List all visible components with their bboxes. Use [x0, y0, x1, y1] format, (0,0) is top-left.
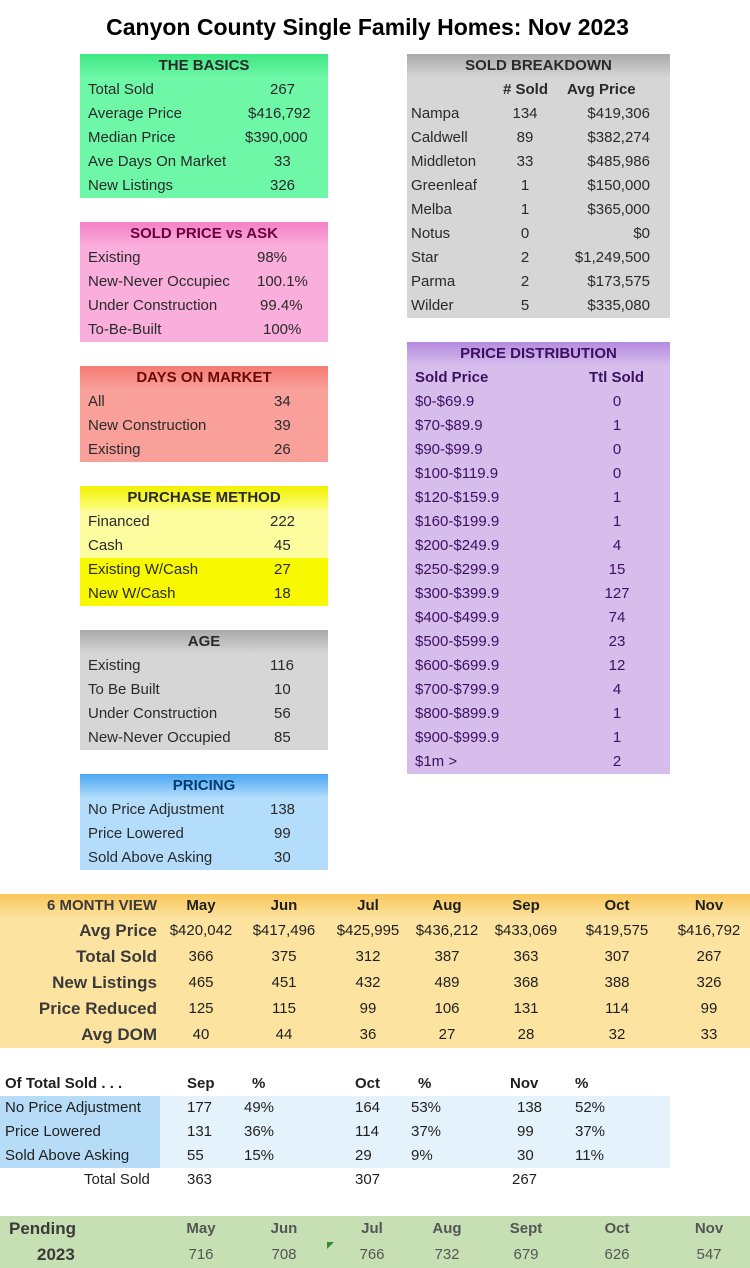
city-avg-price: $382,274	[587, 129, 650, 146]
total-sold-value: 307	[355, 1171, 381, 1188]
sold-vs-ask-panel	[80, 222, 328, 342]
six-month-row-label: New Listings	[52, 973, 157, 992]
month-header: Jun	[270, 897, 298, 914]
month-header: Sep	[512, 897, 540, 914]
price-range-count: 23	[608, 633, 626, 650]
ots-col: Oct	[355, 1075, 381, 1092]
of-total-sold-value: 164	[355, 1099, 381, 1116]
city-name: Melba	[411, 201, 452, 218]
six-month-value: 267	[696, 948, 722, 965]
price-range: $400-$499.9	[415, 609, 500, 626]
city-avg-price: $173,575	[587, 273, 650, 290]
pending-month: Jun	[270, 1220, 298, 1237]
six-month-value: 32	[608, 1026, 626, 1043]
price-range-count: 0	[612, 393, 622, 410]
ots-col: %	[252, 1075, 266, 1092]
age-row	[80, 654, 328, 678]
sold-vs-ask-value: 100%	[263, 321, 302, 338]
six-month-value: 125	[188, 1000, 214, 1017]
of-total-sold-value: 11%	[575, 1147, 604, 1164]
basics-label: Average Price	[88, 105, 182, 122]
six-month-row	[0, 944, 750, 970]
city-name: Notus	[411, 225, 451, 242]
city-avg-price: $335,080	[587, 297, 650, 314]
city-name: Wilder	[411, 297, 454, 314]
sold-breakdown-row	[407, 270, 670, 294]
pricing-label: Price Lowered	[88, 825, 184, 842]
sold-vs-ask-row	[80, 270, 328, 294]
price-distribution-row	[407, 606, 670, 630]
dom-row	[80, 390, 328, 414]
purchase-value: 18	[274, 585, 291, 602]
ots-col: Nov	[510, 1075, 539, 1092]
of-total-sold-value: 37%	[575, 1123, 606, 1140]
basics-row	[80, 102, 328, 126]
price-range-count: 15	[608, 561, 626, 578]
city-sold-count: 5	[520, 297, 530, 314]
city-sold-count: 1	[520, 177, 530, 194]
of-total-sold-value: 99	[517, 1123, 534, 1140]
six-month-header-row	[0, 894, 750, 918]
city-name: Parma	[411, 273, 456, 290]
city-name: Greenleaf	[411, 177, 477, 194]
of-total-sold-row-label: No Price Adjustment	[0, 1096, 160, 1120]
city-avg-price: $1,249,500	[574, 249, 650, 266]
of-total-sold-value: 55	[187, 1147, 204, 1164]
six-month-value: 388	[604, 974, 630, 991]
pricing-label: Sold Above Asking	[88, 849, 213, 866]
six-month-value: $425,995	[336, 922, 400, 939]
six-month-row-label: Total Sold	[76, 947, 157, 966]
pending-value: 716	[188, 1246, 214, 1263]
purchase-row	[80, 558, 328, 582]
city-sold-count: 0	[520, 225, 530, 242]
of-total-sold-row-label: Price Lowered	[0, 1120, 160, 1144]
sold-vs-ask-value: 100.1%	[257, 273, 308, 290]
purchase-label: Existing W/Cash	[88, 561, 199, 578]
price-distribution-row	[407, 750, 670, 774]
basics-row	[80, 174, 328, 198]
pending-month: May	[186, 1220, 216, 1237]
month-header: Jul	[357, 897, 379, 914]
age-row	[80, 678, 328, 702]
basics-value: 326	[270, 177, 296, 194]
of-total-sold-value: 114	[355, 1123, 379, 1140]
price-range: $200-$249.9	[415, 537, 500, 554]
basics-label: Ave Days On Market	[88, 153, 227, 170]
city-sold-count: 1	[520, 201, 530, 218]
of-total-sold-value: 177	[187, 1099, 213, 1116]
of-total-sold-value: 52%	[575, 1099, 606, 1116]
days-on-market-panel	[80, 366, 328, 462]
price-distribution-row	[407, 438, 670, 462]
of-total-sold-value: 15%	[244, 1147, 275, 1164]
age-value: 85	[274, 729, 291, 746]
purchase-value: 27	[274, 561, 291, 578]
six-month-value: 106	[434, 1000, 460, 1017]
days-on-market-header: DAYS ON MARKET	[80, 366, 328, 390]
price-range: $300-$399.9	[415, 585, 500, 602]
price-distribution-col-headers	[407, 366, 670, 390]
six-month-value: 387	[434, 948, 460, 965]
city-avg-price: $0	[633, 225, 650, 242]
city-name: Star	[411, 249, 439, 266]
dom-value: 34	[274, 393, 291, 410]
purchase-row	[80, 582, 328, 606]
total-sold-label: Total Sold	[84, 1171, 150, 1188]
six-month-row	[0, 918, 750, 944]
of-total-sold-value: 30	[517, 1147, 534, 1164]
six-month-value: 326	[696, 974, 722, 991]
purchase-label: Cash	[88, 537, 124, 554]
price-distribution-header: PRICE DISTRIBUTION	[407, 342, 670, 366]
price-range-count: 12	[608, 657, 626, 674]
six-month-value: 307	[604, 948, 630, 965]
sold-breakdown-row	[407, 198, 670, 222]
purchase-value: 222	[270, 513, 296, 530]
price-range-count: 1	[612, 729, 622, 746]
sold-breakdown-header: SOLD BREAKDOWN	[407, 54, 670, 78]
dom-row	[80, 414, 328, 438]
age-value: 10	[274, 681, 291, 698]
pricing-value: 138	[270, 801, 296, 818]
sold-breakdown-row	[407, 246, 670, 270]
purchase-label: Financed	[88, 513, 150, 530]
basics-label: Median Price	[88, 129, 176, 146]
month-header: Aug	[432, 897, 462, 914]
dom-label: New Construction	[88, 417, 207, 434]
of-total-sold-value: 36%	[244, 1123, 275, 1140]
of-total-sold-value: 138	[517, 1099, 543, 1116]
of-total-sold-row-label: Sold Above Asking	[0, 1144, 160, 1168]
price-range-count: 2	[612, 753, 622, 770]
six-month-value: 36	[359, 1026, 377, 1043]
pending-value: 547	[696, 1246, 722, 1263]
six-month-row-label: Avg DOM	[81, 1025, 157, 1044]
of-total-sold-row	[0, 1096, 670, 1120]
pending-month: Aug	[432, 1220, 462, 1237]
price-distribution-row	[407, 558, 670, 582]
price-distribution-panel	[407, 342, 670, 774]
col-header-sold-price: Sold Price	[415, 369, 489, 386]
age-row	[80, 702, 328, 726]
price-range: $700-$799.9	[415, 681, 500, 698]
pending-value: 766	[359, 1246, 385, 1263]
city-sold-count: 2	[520, 273, 530, 290]
price-distribution-row	[407, 630, 670, 654]
price-range-count: 1	[612, 513, 622, 530]
age-value: 116	[270, 657, 294, 674]
age-label: Under Construction	[88, 705, 218, 722]
sold-vs-ask-header: SOLD PRICE vs ASK	[80, 222, 328, 246]
purchase-label: New W/Cash	[88, 585, 176, 602]
sold-breakdown-row	[407, 294, 670, 318]
six-month-header: 6 MONTH VIEW	[46, 897, 157, 914]
pending-year: 2023	[37, 1245, 75, 1264]
price-range: $250-$299.9	[415, 561, 500, 578]
of-total-sold-table	[0, 1072, 670, 1192]
sold-vs-ask-label: New-Never Occupiec	[88, 273, 230, 290]
city-name: Middleton	[411, 153, 477, 170]
month-header: Oct	[604, 897, 630, 914]
city-name: Nampa	[411, 105, 460, 122]
pricing-value: 30	[274, 849, 291, 866]
price-range-count: 1	[612, 489, 622, 506]
price-range-count: 4	[612, 681, 622, 698]
col-header-sold: # Sold	[503, 81, 549, 98]
six-month-value: 131	[513, 1000, 539, 1017]
of-total-sold-header-row	[0, 1072, 670, 1096]
six-month-value: $420,042	[169, 922, 233, 939]
pending-value: 626	[604, 1246, 630, 1263]
price-distribution-row	[407, 726, 670, 750]
six-month-value: 99	[359, 1000, 377, 1017]
sold-vs-ask-row	[80, 318, 328, 342]
six-month-value: $436,212	[415, 922, 479, 939]
six-month-row	[0, 996, 750, 1022]
price-distribution-row	[407, 462, 670, 486]
price-range-count: 127	[604, 585, 630, 602]
sold-vs-ask-row	[80, 294, 328, 318]
month-header: Nov	[694, 897, 724, 914]
basics-panel	[80, 54, 328, 198]
pricing-row	[80, 822, 328, 846]
dom-value: 26	[274, 441, 291, 458]
city-sold-count: 134	[512, 105, 538, 122]
price-distribution-row	[407, 390, 670, 414]
purchase-row	[80, 510, 328, 534]
price-distribution-row	[407, 534, 670, 558]
price-range-count: 0	[612, 441, 622, 458]
sold-vs-ask-label: Under Construction	[88, 297, 218, 314]
six-month-value: 363	[513, 948, 539, 965]
of-total-sold-value: 131	[187, 1123, 213, 1140]
of-total-sold-header: Of Total Sold . . .	[5, 1075, 123, 1092]
ots-col: %	[575, 1075, 589, 1092]
pricing-row	[80, 798, 328, 822]
of-total-sold-value: 9%	[411, 1147, 433, 1164]
price-distribution-row	[407, 702, 670, 726]
six-month-value: 28	[517, 1026, 535, 1043]
age-label: Existing	[88, 657, 141, 674]
price-range: $600-$699.9	[415, 657, 500, 674]
price-range: $900-$999.9	[415, 729, 500, 746]
pending-label: Pending	[9, 1219, 77, 1238]
six-month-value: 40	[192, 1026, 210, 1043]
six-month-value: 432	[355, 974, 381, 991]
of-total-sold-value: 37%	[411, 1123, 442, 1140]
basics-row	[80, 150, 328, 174]
six-month-value: 451	[271, 974, 297, 991]
basics-row	[80, 126, 328, 150]
basics-label: New Listings	[88, 177, 174, 194]
city-avg-price: $485,986	[587, 153, 650, 170]
six-month-value: 33	[700, 1026, 718, 1043]
month-header: May	[186, 897, 216, 914]
price-distribution-row	[407, 486, 670, 510]
sold-vs-ask-label: To-Be-Built	[88, 321, 162, 338]
price-range: $0-$69.9	[415, 393, 475, 410]
sold-breakdown-col-headers	[407, 78, 670, 102]
six-month-value: 375	[271, 948, 297, 965]
sold-breakdown-row	[407, 174, 670, 198]
age-row	[80, 726, 328, 750]
price-range: $160-$199.9	[415, 513, 500, 530]
price-range: $500-$599.9	[415, 633, 500, 650]
six-month-row	[0, 1022, 750, 1048]
price-range: $100-$119.9	[415, 465, 499, 482]
purchase-value: 45	[274, 537, 291, 554]
six-month-value: 115	[272, 1000, 296, 1017]
pending-month: Oct	[604, 1220, 630, 1237]
six-month-value: $419,575	[585, 922, 649, 939]
purchase-method-header: PURCHASE METHOD	[80, 486, 328, 510]
total-sold-value: 363	[187, 1171, 213, 1188]
six-month-value: 312	[355, 948, 381, 965]
dom-label: All	[88, 393, 105, 410]
six-month-value: 44	[275, 1026, 293, 1043]
price-range-count: 74	[608, 609, 626, 626]
city-sold-count: 89	[516, 129, 534, 146]
six-month-value: 489	[434, 974, 460, 991]
price-distribution-row	[407, 582, 670, 606]
pending-panel	[0, 1216, 750, 1268]
price-range: $800-$899.9	[415, 705, 500, 722]
six-month-value: 465	[188, 974, 214, 991]
of-total-sold-row	[0, 1120, 670, 1144]
dom-row	[80, 438, 328, 462]
pending-values-row	[0, 1242, 750, 1268]
of-total-sold-value: 29	[355, 1147, 372, 1164]
six-month-value: $433,069	[494, 922, 558, 939]
age-label: New-Never Occupied	[88, 729, 231, 746]
sold-vs-ask-label: Existing	[88, 249, 141, 266]
basics-label: Total Sold	[88, 81, 154, 98]
total-sold-value: 267	[512, 1171, 538, 1188]
six-month-row-label: Price Reduced	[38, 999, 157, 1018]
ots-col: Sep	[187, 1075, 215, 1092]
age-value: 56	[274, 705, 291, 722]
basics-row	[80, 78, 328, 102]
col-header-avg-price: Avg Price	[567, 81, 636, 98]
page-title: Canyon County Single Family Homes: Nov 2023	[106, 14, 629, 40]
price-range-count: 1	[612, 417, 622, 434]
sold-vs-ask-value: 98%	[257, 249, 288, 266]
price-range: $1m >	[415, 753, 458, 770]
pricing-row	[80, 846, 328, 870]
price-range-count: 0	[612, 465, 622, 482]
price-range-count: 1	[612, 705, 622, 722]
basics-value: 33	[274, 153, 291, 170]
purchase-row	[80, 534, 328, 558]
price-distribution-row	[407, 510, 670, 534]
purchase-method-panel	[80, 486, 328, 606]
six-month-value: 99	[700, 1000, 718, 1017]
city-avg-price: $419,306	[587, 105, 650, 122]
of-total-sold-total-row	[0, 1168, 670, 1192]
dom-label: Existing	[88, 441, 141, 458]
six-month-view	[0, 894, 750, 1048]
pending-month: Jul	[361, 1220, 383, 1237]
pending-month: Nov	[694, 1220, 724, 1237]
price-range: $120-$159.9	[415, 489, 500, 506]
pending-value: 732	[434, 1246, 460, 1263]
basics-header: THE BASICS	[80, 54, 328, 78]
age-panel	[80, 630, 328, 750]
ots-col: %	[418, 1075, 432, 1092]
city-avg-price: $365,000	[587, 201, 650, 218]
price-distribution-row	[407, 678, 670, 702]
of-total-sold-value: 53%	[411, 1099, 442, 1116]
age-label: To Be Built	[88, 681, 160, 698]
six-month-value: 114	[605, 1000, 629, 1017]
col-header-total-sold: Ttl Sold	[589, 369, 644, 386]
price-distribution-row	[407, 654, 670, 678]
dom-value: 39	[274, 417, 291, 434]
sold-breakdown-row	[407, 222, 670, 246]
price-range: $70-$89.9	[415, 417, 483, 434]
pricing-panel	[80, 774, 328, 870]
sold-vs-ask-value: 99.4%	[260, 297, 303, 314]
sold-breakdown-row	[407, 126, 670, 150]
six-month-row-label: Avg Price	[79, 921, 157, 940]
of-total-sold-value: 49%	[244, 1099, 275, 1116]
six-month-value: $416,792	[677, 922, 741, 939]
six-month-value: 27	[438, 1026, 456, 1043]
price-distribution-row	[407, 414, 670, 438]
city-sold-count: 2	[520, 249, 530, 266]
sold-vs-ask-row	[80, 246, 328, 270]
sold-breakdown-row	[407, 102, 670, 126]
city-sold-count: 33	[516, 153, 534, 170]
sold-breakdown-panel	[407, 54, 670, 318]
six-month-value: $417,496	[252, 922, 316, 939]
age-header: AGE	[80, 630, 328, 654]
basics-value: $390,000	[245, 129, 308, 146]
pending-value: 679	[513, 1246, 539, 1263]
price-range-count: 4	[612, 537, 622, 554]
sold-breakdown-row	[407, 150, 670, 174]
of-total-sold-row	[0, 1144, 670, 1168]
basics-value: 267	[270, 81, 296, 98]
basics-value: $416,792	[248, 105, 311, 122]
pending-header-row	[0, 1216, 750, 1242]
six-month-value: 368	[513, 974, 539, 991]
city-name: Caldwell	[411, 129, 468, 146]
six-month-value: 366	[188, 948, 214, 965]
pricing-value: 99	[274, 825, 291, 842]
pending-month: Sept	[509, 1220, 543, 1237]
pending-value: 708	[271, 1246, 297, 1263]
city-avg-price: $150,000	[587, 177, 650, 194]
six-month-row	[0, 970, 750, 996]
price-range: $90-$99.9	[415, 441, 483, 458]
cell-comment-marker	[327, 1242, 334, 1249]
pricing-header: PRICING	[80, 774, 328, 798]
pricing-label: No Price Adjustment	[88, 801, 224, 818]
